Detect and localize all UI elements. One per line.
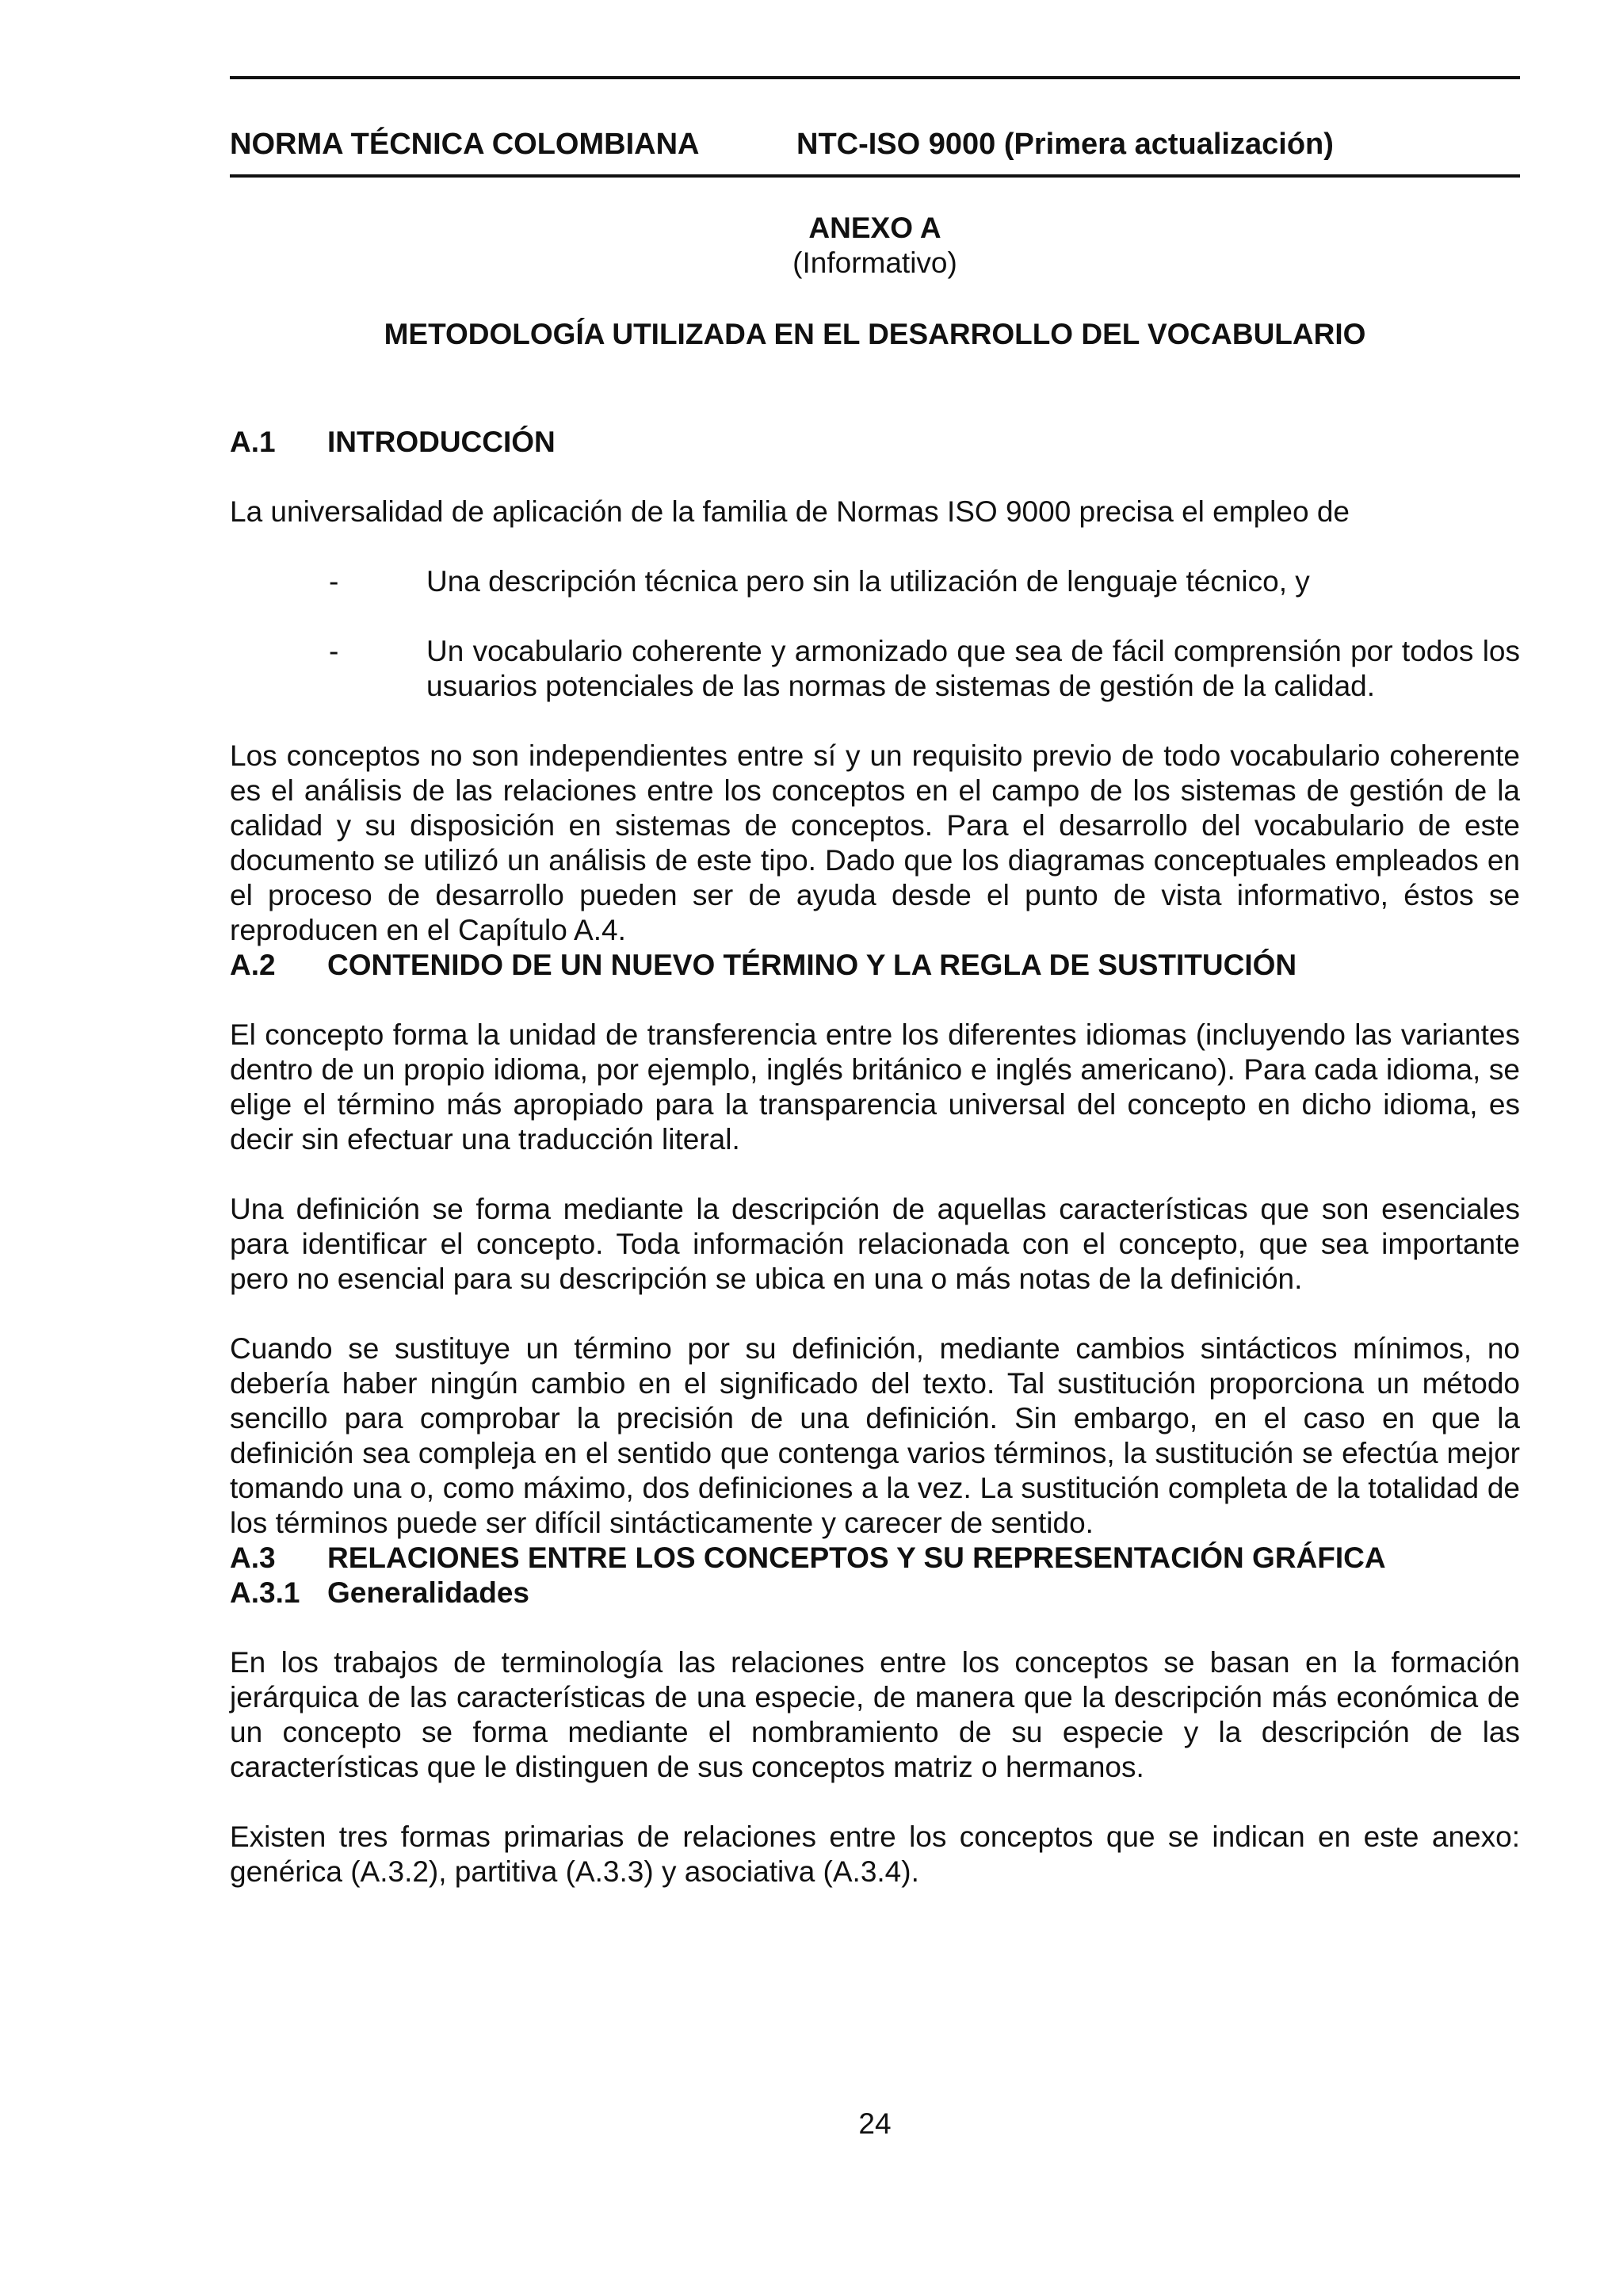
annex-title: ANEXO A xyxy=(808,212,941,244)
section-title: Generalidades xyxy=(327,1576,530,1609)
annex-heading xyxy=(230,211,1520,281)
section-title: INTRODUCCIÓN xyxy=(327,426,556,458)
document-page xyxy=(230,76,1520,2264)
list-bullet: - xyxy=(329,635,339,667)
header-standard-name: NORMA TÉCNICA COLOMBIANA xyxy=(230,128,700,161)
section-heading-a1 xyxy=(230,425,1520,460)
section-title: RELACIONES ENTRE LOS CONCEPTOS Y SU REPRESENTACIÓN GRÁFICA xyxy=(327,1541,1386,1574)
paragraph: Existen tres formas primarias de relaciones entre los conceptos que se indican en este anexo: genérica (A.3.2), partitiva (A.3.3) y asociativa (A.3.4). xyxy=(230,1820,1520,1888)
section-number: A.1 xyxy=(230,426,276,458)
section-number: A.2 xyxy=(230,949,276,981)
list-item-text: Una descripción técnica pero sin la utilización de lenguaje técnico, y xyxy=(426,565,1310,598)
paragraph: Una definición se forma mediante la descripción de aquellas características que son esenciales para identificar el concepto. Toda información relacionada con el concepto, que sea importante pero no esencial para su descripción se ubica en una o más notas de la definición. xyxy=(230,1193,1520,1295)
annex-subtitle: (Informativo) xyxy=(792,246,957,279)
paragraph: Los conceptos no son independientes entre sí y un requisito previo de todo vocabulario coherente es el análisis de las relaciones entre los conceptos en el campo de los sistemas de gestión de la calidad y su disposición en sistemas de conceptos. Para el desarrollo del vocabulario de este documento se utilizó un análisis de este tipo. Dado que los diagramas conceptuales empleados en el proceso de desarrollo pueden ser de ayuda desde el punto de vista informativo, éstos se reproducen en el Capítulo A.4. xyxy=(230,739,1520,946)
paragraph: En los trabajos de terminología las relaciones entre los conceptos se basan en la formación jerárquica de las características de una especie, de manera que la descripción más económica de un concepto se forma mediante el nombramiento de su especie y la descripción de las características que le distinguen de sus conceptos matriz o hermanos. xyxy=(230,1646,1520,1783)
header-bottom-rule xyxy=(230,174,1520,178)
section-number: A.3 xyxy=(230,1541,276,1574)
dash-list xyxy=(230,564,1520,704)
annex-main-title: METODOLOGÍA UTILIZADA EN EL DESARROLLO DEL VOCABULARIO xyxy=(384,318,1366,350)
list-bullet: - xyxy=(329,565,339,598)
list-item xyxy=(230,634,1520,704)
list-item-text: Un vocabulario coherente y armonizado que sea de fácil comprensión por todos los usuarios potenciales de las normas de sistemas de gestión de la calidad. xyxy=(426,635,1520,702)
section-heading-a2 xyxy=(230,948,1520,983)
header-standard-code: NTC-ISO 9000 (Primera actualización) xyxy=(796,128,1334,161)
subsection-heading-a31 xyxy=(230,1576,1520,1610)
paragraph: El concepto forma la unidad de transferencia entre los diferentes idiomas (incluyendo las variantes dentro de un propio idioma, por ejemplo, inglés británico e inglés americano). Para cada idioma, se elige el término más apropiado para la transparencia universal del concepto en dicho idioma, es decir sin efectuar una traducción literal. xyxy=(230,1018,1520,1156)
page-number: 24 xyxy=(858,2107,892,2140)
section-heading-a3 xyxy=(230,1541,1520,1576)
section-title: CONTENIDO DE UN NUEVO TÉRMINO Y LA REGLA DE SUSTITUCIÓN xyxy=(327,949,1297,981)
paragraph: Cuando se sustituye un término por su definición, mediante cambios sintácticos mínimos, no debería haber ningún cambio en el significado del texto. Tal sustitución proporciona un método sencillo para comprobar la precisión de una definición. Sin embargo, en el caso en que la definición sea compleja en el sentido que contenga varios términos, la sustitución se efectúa mejor tomando una o, como máximo, dos definiciones a la vez. La sustitución completa de la totalidad de los términos puede ser difícil sintácticamente y carecer de sentido. xyxy=(230,1332,1520,1539)
document-body xyxy=(230,425,1520,1889)
header-top-rule xyxy=(230,76,1520,79)
paragraph: La universalidad de aplicación de la familia de Normas ISO 9000 precisa el empleo de xyxy=(230,495,1350,528)
section-number: A.3.1 xyxy=(230,1576,300,1609)
list-item xyxy=(230,564,1520,599)
